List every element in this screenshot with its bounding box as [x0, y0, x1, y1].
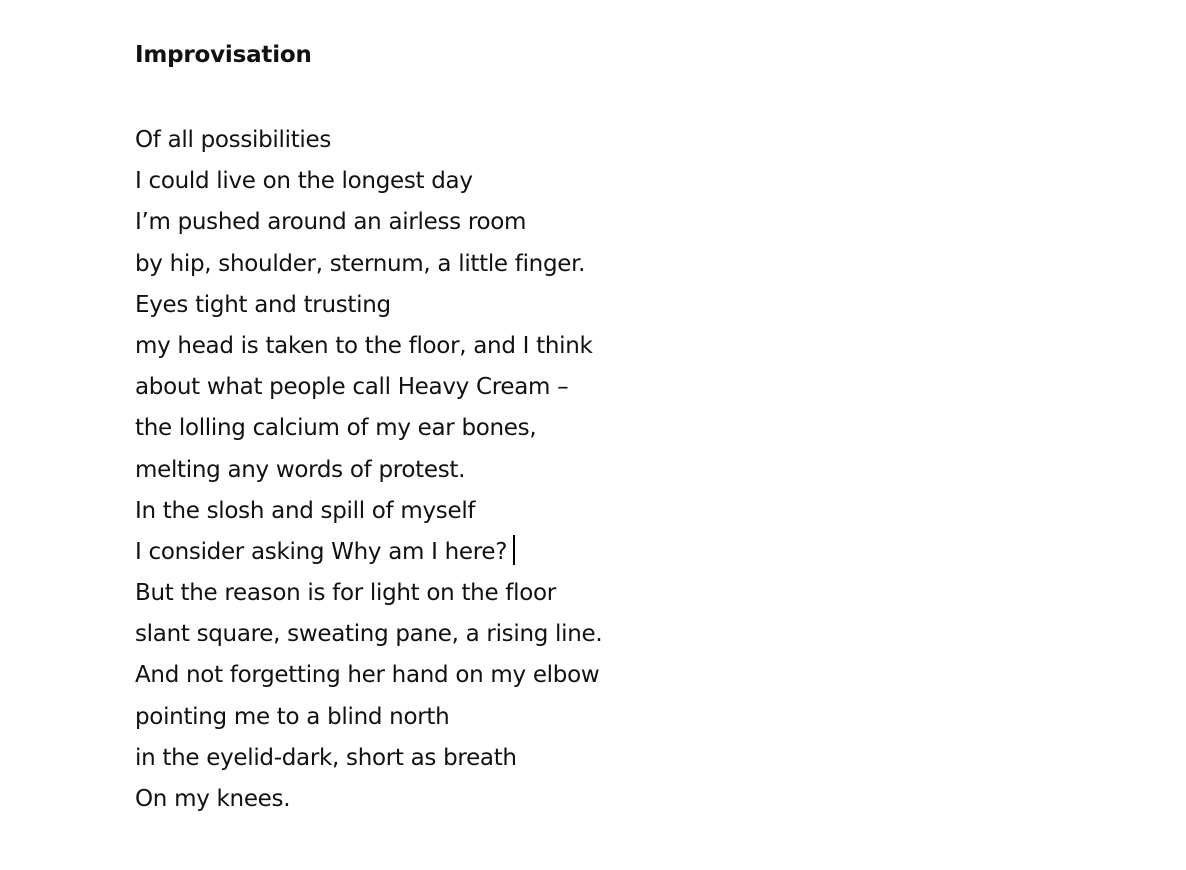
document-page[interactable]: [135, 38, 1035, 820]
poem-line: I’m pushed around an airless room: [135, 209, 527, 236]
poem-line: Eyes tight and trusting: [135, 291, 391, 318]
poem-line: melting any words of protest.: [135, 456, 466, 483]
poem-line: But the reason is for light on the floor: [135, 580, 556, 607]
poem-line-text: I consider asking Why am I here?: [135, 538, 508, 565]
poem-line: about what people call Heavy Cream –: [135, 374, 569, 401]
poem-line: pointing me to a blind north: [135, 703, 450, 730]
poem-line: slant square, sweating pane, a rising line.: [135, 621, 603, 648]
poem-line: On my knees.: [135, 786, 291, 812]
poem-line-with-cursor: [135, 532, 1035, 573]
poem-title: Improvisation: [135, 42, 312, 68]
poem-line: by hip, shoulder, sternum, a little finger.: [135, 250, 586, 277]
poem-line: Of all possibilities: [135, 127, 332, 153]
poem-line: in the eyelid-dark, short as breath: [135, 744, 517, 771]
text-cursor: [513, 535, 515, 565]
poem-line: my head is taken to the floor, and I think: [135, 332, 593, 359]
poem-line: In the slosh and spill of myself: [135, 497, 476, 524]
poem-line: And not forgetting her hand on my elbow: [135, 662, 600, 689]
poem-line: I could live on the longest day: [135, 168, 473, 195]
poem-body[interactable]: [135, 120, 1035, 820]
poem-line: the lolling calcium of my ear bones,: [135, 415, 537, 442]
